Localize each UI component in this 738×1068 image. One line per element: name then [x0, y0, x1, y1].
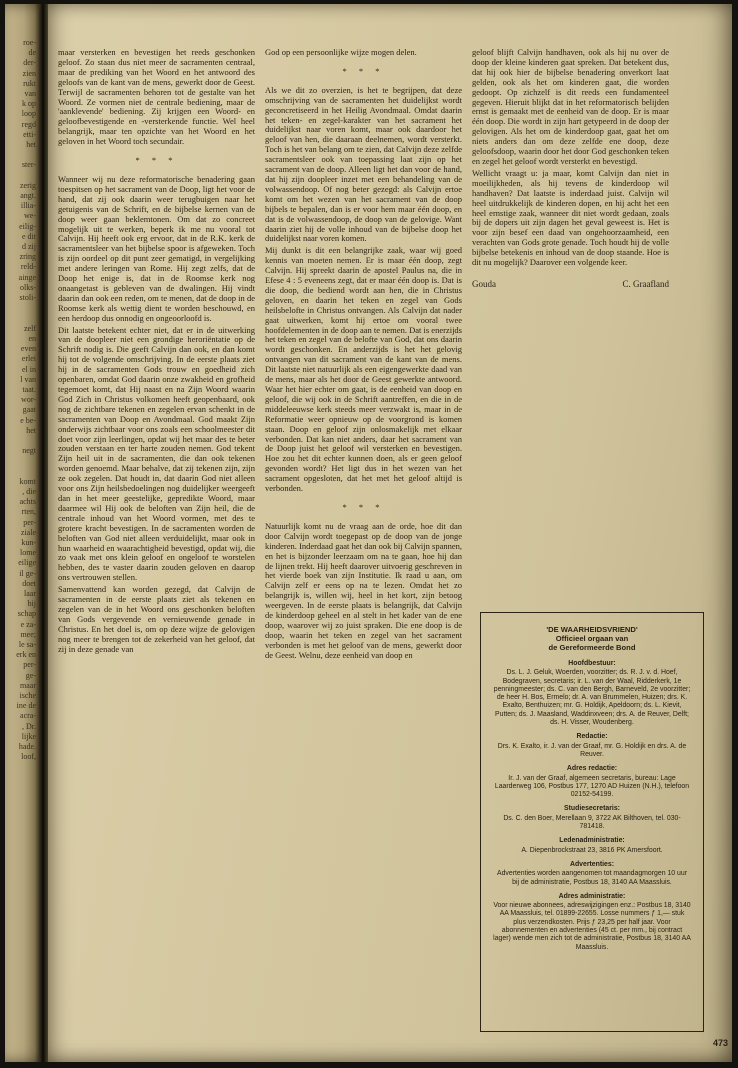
masthead-section-heading: Redactie: — [576, 733, 608, 741]
masthead-title-line: 'DE WAARHEIDSVRIEND' — [546, 625, 638, 634]
edge-fragment: negt — [22, 446, 36, 456]
edge-fragment: kun- — [21, 537, 36, 547]
paragraph: Mij dunkt is dit een belangrijke zaak, waar wij goed kennis van moeten nemen. Er is maar één doop, zegt Calvijn. Hij spreekt daarin de apostel Paulus na, die in Efese 4 : 5 eveneens zegt, dat er maar één doop is. Dat is die doop, die bediend wordt aan hen, die in Christus geloven, en daarin het teken en zegel van Gods heilsbelofte in Christus ontvangen. Als Calvijn dat nader gaat uitwerken, komt hij ertoe om vooral twee hoofdelementen in de doop aan te nemen. Dat is enerzijds het teken en zegel van de belofte van God, dat ons daarin wordt geschonken. En anderzijds is het het gelovig ontvangen van dit sacrament van de kant van de mens. Dit laatste niet natuurlijk als een eigengewerkte daad van de mens, maar als het door de Geest gewerkte antwoord. Waar het hier echter om gaat, is de eenheid van doop en geloof, die wij ook in de Schrift aantreffen, en die in de middeleeuwse kerk steeds meer verzwakt is, maar in de Reformatie weer opnieuw op de voorgrond is komen staan. Doop en geloof zijn onlosmakelijk met elkaar verbonden. Dat kan niet anders, daar het sacrament van de Doop juist het geloof wil versterken en bevestigen. Hoe zou het dit echter kunnen doen, als er geen geloof gevonden wordt? Het ligt dus in het wezen van het sacrament opgesloten, dat het met het geloof altijd is verbonden. — [265, 245, 462, 494]
edge-fragment: d zij — [22, 242, 36, 252]
edge-fragment: loop — [21, 109, 36, 119]
edge-fragment: eilig- — [19, 221, 36, 231]
paragraph: Natuurlijk komt nu de vraag aan de orde, hoe dit dan door Calvijn wordt toegepast op de doop van de jonge kinderen. Inderdaad gaat het dan ook bij Calvijn spannen, en het is bijzonder leerzaam om na te gaan, hoe hij dan de lijnen trekt. Hij heeft daarover uitvoerig geschreven in het vierde boek van zijn Institutie. Ik raad u aan, om Calvijn zelf er eens op na te lezen. Omdat het zo belangrijk is, willen wij, heel in het kort, zijn betoog weergeven. In de eerste plaats is belangrijk, dat Calvijn de kinderdoop geheel en al stelt in het kader van de ene doop, waarover wij zo juist spraken. Die ene doop is de doop, waarin het teken en zegel van het sacrament verbonden is met het geloof van de mens, gewerkt door de Geest. Welnu, deze eenheid van doop en — [265, 520, 462, 660]
edge-fragment: eilige — [18, 558, 36, 568]
edge-fragment: l van — [20, 374, 36, 384]
edge-fragment: taat. — [22, 384, 36, 394]
edge-fragment: lijke — [21, 731, 36, 741]
edge-fragment: ische — [19, 691, 36, 700]
edge-fragment: ziale — [20, 527, 36, 537]
edge-fragment: e be- — [20, 415, 36, 425]
previous-page-edge — [5, 4, 39, 1062]
masthead-section-body: Voor nieuwe abonnees, adreswijzigingen enz.: Postbus 18, 3140 AA Maassluis, tel. 01899-22655. Losse nummers ƒ 1,— stuk plus verzendkosten. Prijs ƒ 23,25 per half jaar. Voor abonnementen en advertenties (45 ct. per mm., bij contract lager) wende men zich tot de administratie, Postbus 18, 3140 AA Maassluis. — [493, 902, 691, 951]
edge-fragment: wor- — [21, 395, 36, 405]
edge-fragment: zien — [22, 68, 36, 78]
edge-fragment: we- — [24, 211, 36, 221]
masthead-section-body: Ir. J. van der Graaf, algemeen secretaris, bureau: Lage Laarderweg 106, Postbus 177, 1270 AD Huizen (N.H.), telefoon 02152-54199. — [494, 774, 690, 799]
masthead-title-line: de Gereformeerde Bond — [548, 643, 636, 652]
section-separator: * * * — [342, 65, 385, 76]
edge-fragment: komt — [19, 476, 36, 486]
paragraph: geloof blijft Calvijn handhaven, ook als hij nu over de doop der kleine kinderen gaat spreken. Dat betekent dus, dat hij ook hier de bijbelse benadering onverkort laat gelden, ook als het om kinderen gaat, die worden gedoopt. Op zichzelf is dit reeds een fundamenteel gegeven. Hieruit blijkt dat in het reformatorisch belijden ernst is gemaakt met de eenheid van de doop. Er is maar één doop. Die wordt in zijn hart getypeerd in de doop der gelovigen. Als het om de kinderdoop gaat, gaat het om niets anders dan om deze zelfde ene doop, deze geloofsdoop, waarin door het door God geschonken teken en zegel het geloof wordt versterkt en bevestigd. — [472, 47, 669, 166]
masthead-section-heading: Ledenadministratie: — [559, 837, 625, 845]
masthead-section — [493, 861, 691, 887]
masthead-section-heading: Adres administratie: — [558, 892, 626, 900]
edge-fragment: per- — [23, 517, 36, 527]
edge-fragment: ine de — [16, 701, 36, 711]
edge-fragment: ster- — [21, 160, 36, 170]
masthead-box — [480, 612, 704, 1032]
page-number: 473 — [712, 1038, 728, 1048]
edge-fragment: even — [20, 344, 36, 354]
edge-fragment: rukt — [23, 78, 36, 88]
edge-fragment: zring — [19, 252, 36, 262]
section-separator: * * * — [342, 501, 385, 512]
edge-fragment: en — [28, 333, 36, 343]
edge-fragment: hade. — [18, 742, 36, 752]
edge-fragment: de — [28, 48, 36, 58]
masthead-section-body: Ds. C. den Boer, Merellaan 9, 3722 AK Bilthoven, tel. 030-781418. — [503, 814, 681, 831]
edge-fragment — [5, 171, 39, 181]
text-column-3 — [472, 48, 669, 290]
edge-fragment — [5, 150, 39, 160]
text-column-1 — [58, 48, 255, 656]
edge-fragment: angt. — [20, 191, 36, 201]
edge-fragment: het — [26, 140, 36, 150]
paragraph: Wellicht vraagt u: ja maar, komt Calvijn dan niet in moeilijkheden, als hij tevens de kinderdoop wil handhaven? Dat laatste is inderdaad juist. Calvijn wil heel uitdrukkelijk de kinderen dopen, en hij acht het een heel ernstige zaak, wanneer dit niet wordt gedaan, zoals bij de dopers uit zijn dagen het geval geweest is. Het is voor zijn besef een daad van ongehoorzaamheid, een verachten van Gods grote genade. Toch houdt hij de volle bijbelse betekenis en inhoud van de doop staande. Hoe is dit nu mogelijk? Daarover een volgende keer. — [472, 167, 669, 268]
text-column-2 — [265, 48, 462, 663]
paragraph: God op een persoonlijke wijze mogen delen. — [265, 47, 417, 57]
edge-fragment: der- — [23, 58, 36, 68]
masthead-title-line: Officieel orgaan van — [555, 634, 629, 643]
edge-fragment: maar — [20, 680, 36, 690]
edge-fragment — [5, 467, 39, 477]
edge-fragment: per- — [23, 660, 36, 670]
edge-fragment: etti- — [23, 129, 36, 139]
edge-fragment — [5, 436, 39, 446]
edge-fragment: el in — [22, 364, 36, 374]
edge-fragment: lome — [20, 548, 36, 558]
edge-fragment: , Dr. — [22, 721, 36, 731]
edge-fragment: olks- — [20, 282, 36, 292]
masthead-section-heading: Advertenties: — [569, 860, 615, 868]
edge-fragment — [5, 456, 39, 466]
edge-fragment: achts — [19, 497, 36, 507]
edge-fragment: regd — [21, 119, 36, 129]
edge-fragment: acra- — [20, 711, 36, 721]
page-gutter-shadow — [39, 4, 48, 1062]
edge-fragment: gaat — [22, 405, 36, 415]
edge-fragment: , die — [22, 486, 36, 496]
edge-fragment — [5, 313, 39, 323]
edge-fragment: rten, — [21, 507, 36, 517]
masthead-section-heading: Studiesecretaris: — [564, 805, 620, 813]
edge-fragment: il ge- — [19, 568, 36, 578]
edge-fragment: roe- — [23, 38, 36, 47]
masthead-section-body: Advertenties worden aangenomen tot maandagmorgen 10 uur bij de administratie, Postbus 18, 3140 AA Maassluis. — [496, 870, 687, 886]
edge-fragment: ainge — [18, 272, 36, 282]
edge-fragment: mee; — [20, 629, 36, 639]
edge-fragment: ge- — [25, 670, 36, 680]
edge-fragment: bij — [27, 599, 36, 609]
edge-fragment: laar — [24, 588, 36, 598]
section-separator: * * * — [135, 155, 178, 166]
edge-fragment: het — [26, 425, 36, 435]
masthead-section — [493, 733, 691, 759]
edge-fragment: doet — [22, 578, 36, 588]
edge-fragment — [5, 303, 39, 313]
edge-fragment: reld- — [20, 262, 36, 272]
masthead-section-heading: Hoofdbestuur: — [568, 660, 616, 667]
paragraph: Wanneer wij nu deze reformatorische benadering gaan toespitsen op het sacrament van de Doop, ligt het voor de hand, dat zij ook daarin weer terugbuigen naar het getuigenis van de Schrift, en de bijbelse kernen van de doop weer gaan beklemtonen. Om dat zo concreet mogelijk uit te werken, beperk ik me nu vooral tot Calvijn. Hij heeft ook erg ervoor, dat in de R.K. kerk de sacramentsleer van het bijbelse spoor is afgeweken. Toch is zijn oordeel op dit punt zeer gematigd, in vergelijking met andere leringen van Rome. Hij zegt zelfs, dat de Doop het enige is, dat in de Roomse kerk nog onaangetast is gebleven van de dwalingen. Hij vindt daarin dan ook een reden, om te menen, dat de doop in de Roomse kerk als wettig dient te worden beschouwd, en een herdoop dus onnodig en ongeoorloofd is. — [58, 173, 255, 323]
edge-fragment: illia- — [20, 201, 36, 211]
edge-fragment: stoli- — [19, 293, 36, 303]
signature-author: C. Graafland — [622, 278, 669, 289]
edge-fragment: schap — [17, 609, 36, 619]
magazine-page — [48, 4, 732, 1062]
paragraph: Dit laatste betekent echter niet, dat er in de uitwerking van de doopleer niet een grondige heroriëntatie op de Schrift nodig is. Die geeft Calvijn dan ook, en dan komt hij tot de volgende omschrijving. In de eerste plaats ziet hij in de sacramenten Gods trouw en goedheid zich openbaren, omdat God daarin onze zwakheid en grofheid tegemoet komt, dat Hij naast en na Zijn Woord waarin God Zich in Christus volkomen heeft geopenbaard, ook nog de zichtbare tekenen en zegelen ervan schenkt in de sacramenten van Doop en Avondmaal. God maakt Zijn onderwijs zichtbaar voor ons zoals een schoolmeester dit doet voor zijn leerlingen, opdat wij het maar des te beter zouden verstaan en ter harte zouden nemen. God tekent Zijn heil uit in de sacramenten, die dan ook tekenen worden genoemd. Maar behalve, dat zij tekenen zijn, zijn ze ook zegelen. Dat houdt in, dat daarin God niet alleen voor ons Zijn heilsbedoelingen nog duidelijker weergeeft dan in het meer geestelijke, gepredikte Woord, maar daarmee wil Hij ook de beloften van Zijn heil, die de centrale inhoud van het Woord vormen, met des te grotere kracht bevestigen. In de sacramenten worden de beloften van God niet alleen verduidelijkt, maar ook in hun waarheid en waarachtigheid bevestigd, opdat wij, die zo vaak met ons klein geloof en ongeloof te worstelen hebben, des te vaster daarin zouden geloven en daarop ons vertrouwen stellen. — [58, 324, 255, 583]
edge-fragment: zelf — [24, 323, 36, 333]
paragraph: maar versterken en bevestigen het reeds geschonken geloof. Zo staan dus niet meer de sacramenten centraal, maar de prediking van het Woord en het antwoord des geloofs van de kant van de mens, gewerkt door de Geest. Terwijl de sacramenten behoren tot de gestalte van het Woord. Ze vormen niet de centrale bediening, maar de 'aanklevende' bediening. Zij krijgen een Woord- en geloofbevestigende en -versterkende functie. Wel heel belangrijk, maar ten opzichte van het Woord en het geloven in het Woord toch secundair. — [58, 47, 255, 147]
masthead-title — [493, 625, 691, 652]
masthead-section — [493, 837, 691, 855]
masthead-section-body: A. Diepenbrockstraat 23, 3816 PK Amersfoort. — [521, 846, 663, 854]
edge-fragment: erlei — [21, 354, 36, 364]
masthead-section-body: Ds. L. J. Geluk, Woerden, voorzitter; ds. R. J. v. d. Hoef, Bodegraven, secretaris; ir. L. van der Waal, Ridderkerk, 1e penningmeester; ds. C. van den Bergh, Barneveld, 2e voorzitter; de heer H. Bos, Ermelo; dr. A. van Brummelen, Huizen; drs. K. Exalto, Benthuizen; mr. G. Holdijk, Apeldoorn; ds. L. Kievit, Putten; ds. J. Maasland, Waddinxveen; drs. A. de Reuver, Delft; ds. H. Visser, Woudenberg. — [493, 669, 691, 727]
masthead-section-body: Drs. K. Exalto, ir. J. van der Graaf, mr. G. Holdijk en drs. A. de Reuver. — [497, 742, 687, 758]
edge-fragment: loof, — [21, 752, 36, 762]
edge-fragment: zerig — [20, 180, 36, 190]
signature-place: Gouda — [472, 278, 496, 289]
edge-fragment: erk en — [16, 650, 36, 660]
paragraph: Samenvattend kan worden gezegd, dat Calvijn de sacramenten in de eerste plaats ziet als tekenen en zegelen van de in het Woord ons geschonken beloften van Gods vergevende en vernieuwende genade in Christus. En het doel is, om op deze wijze de gelovigen nog meer te brengen tot de zekerheid van het geloof, dat zij in deze genade van — [58, 584, 255, 654]
masthead-section — [493, 660, 691, 727]
edge-fragment: k op — [22, 99, 36, 109]
masthead-section — [493, 765, 691, 799]
masthead-section — [493, 893, 691, 952]
paragraph: Als we dit zo overzien, is het te begrijpen, dat deze omschrijving van de sacramenten het duidelijkst wordt geconcretiseerd in het Heilig Avondmaal. Omdat daarin het teken- en zegel-karakter van het sacrament het duidelijkst naar voren komt, maar ook daardoor het geloof van hen, die daaraan deelnemen, wordt versterkt. Toch is het van belang om te zien, dat Calvijn deze zelfde sacramentsleer ook van toepassing laat zijn op het sacrament van de doop. Alleen ligt het dan voor de hand, dat hij zijn doopleer inzet met een behandeling van de volwassendoop. Of nog beter gezegd: als Calvijn ertoe komt om het wezen van het sacrament van de doop bijbels te bepalen, dan is er voor hem maar één doop, en dat is de volwassendoop, de doop van de gelovige. Want daarin ziet hij de volle inhoud van de bijbelse doop het duidelijkst naar voren komen. — [265, 84, 462, 244]
edge-fragment: e dit — [22, 231, 36, 241]
masthead-section-heading: Adres redactie: — [566, 765, 618, 773]
edge-fragment: van — [24, 89, 36, 99]
masthead-section — [493, 805, 691, 831]
edge-fragment: e za- — [20, 619, 36, 629]
edge-fragment: le sa- — [18, 639, 36, 649]
signature-line — [472, 280, 669, 290]
